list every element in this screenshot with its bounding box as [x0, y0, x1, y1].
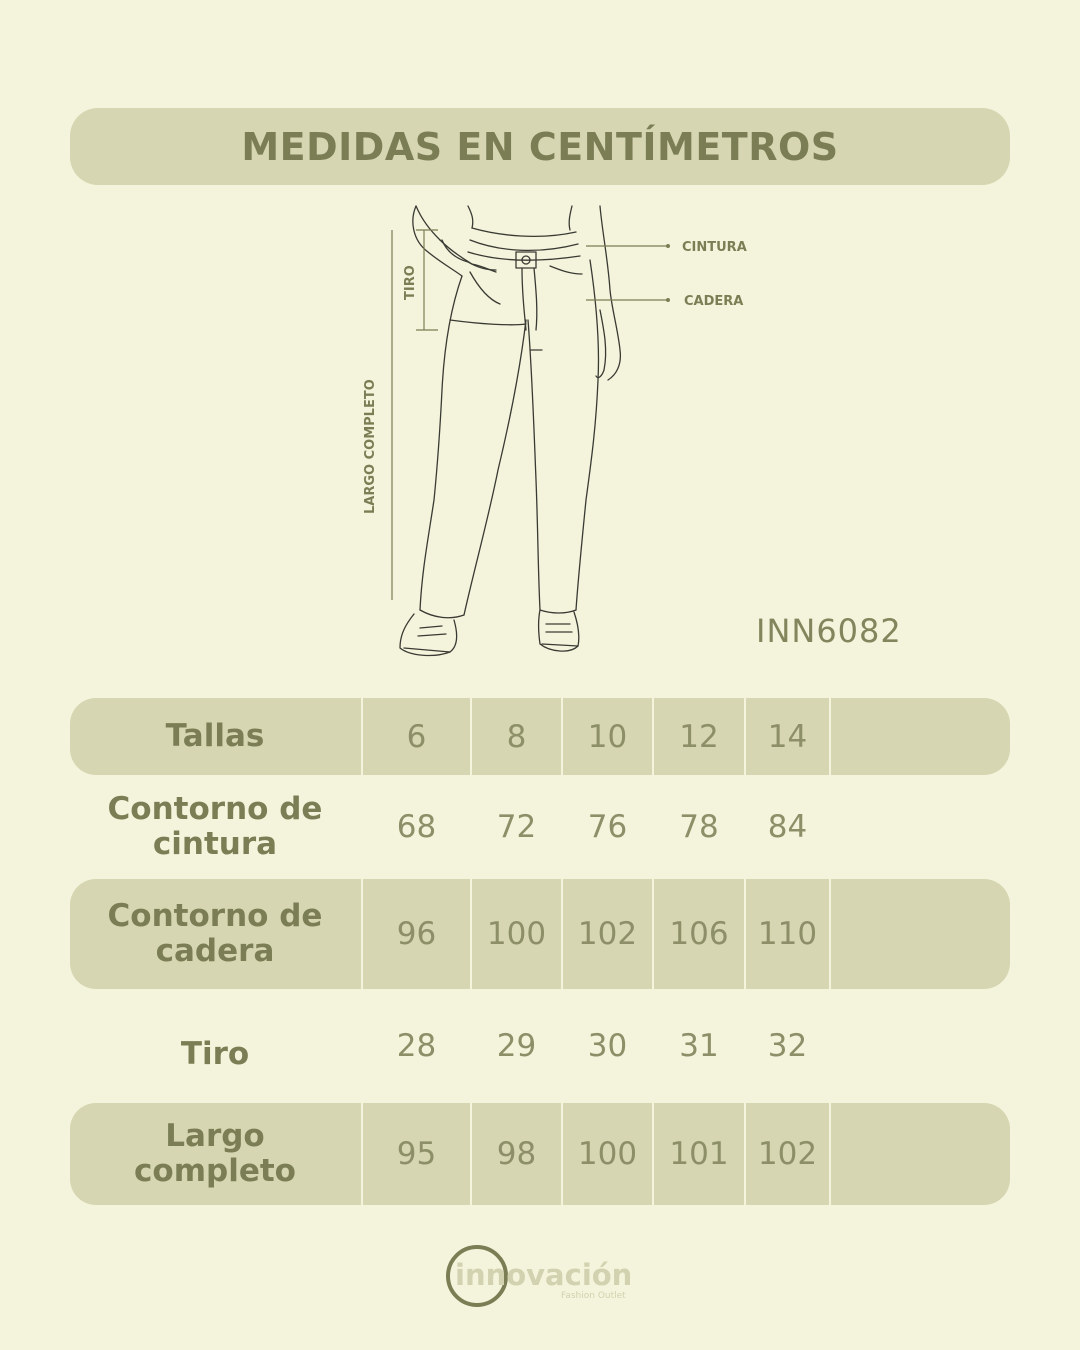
cell-value: 84 — [767, 809, 808, 845]
cell-value: 95 — [396, 1136, 437, 1172]
row-label: Contorno de cadera — [107, 898, 323, 969]
table-row-tiro — [70, 996, 1010, 1096]
row-label: Contorno de cintura — [107, 791, 323, 862]
cell-value: 12 — [679, 718, 719, 755]
cell-value: 96 — [396, 916, 437, 952]
cell-value: 98 — [496, 1136, 537, 1172]
cell-value: 6 — [406, 718, 427, 755]
table-row-largo — [70, 1103, 1010, 1205]
cell-value: 29 — [496, 1028, 537, 1064]
row-label: Tiro — [180, 1035, 250, 1072]
cell-value: 100 — [577, 1136, 638, 1172]
innovacion-logo — [445, 1243, 645, 1313]
cintura-label: CINTURA — [682, 240, 747, 255]
product-code: INN6082 — [756, 612, 902, 650]
cell-value: 30 — [587, 1028, 628, 1064]
logo-wordmark: innovación — [455, 1258, 633, 1292]
tiro-label: TIRO — [403, 265, 418, 300]
logo-tagline: Fashion Outlet — [561, 1291, 626, 1301]
jeans-measurement-diagram — [350, 200, 790, 670]
cell-value: 100 — [486, 916, 547, 952]
cell-value: 76 — [587, 809, 628, 845]
cell-value: 31 — [679, 1028, 719, 1064]
cell-value: 28 — [396, 1028, 437, 1064]
table-row-cintura — [70, 782, 1010, 872]
cell-value: 110 — [757, 916, 818, 952]
table-row-cadera — [70, 879, 1010, 989]
row-label: Largo completo — [134, 1118, 296, 1189]
cell-value: 102 — [757, 1136, 818, 1172]
cell-value: 10 — [587, 718, 628, 755]
cell-value: 102 — [577, 916, 638, 952]
page-title: MEDIDAS EN CENTÍMETROS — [241, 124, 839, 169]
cell-value: 8 — [506, 718, 527, 755]
cell-value: 14 — [767, 718, 808, 755]
cell-value: 106 — [669, 916, 729, 952]
title-bar — [70, 108, 1010, 185]
cell-value: 72 — [496, 809, 537, 845]
cell-value: 78 — [679, 809, 719, 845]
cell-value: 101 — [669, 1136, 729, 1172]
largo-label: LARGO COMPLETO — [363, 379, 378, 514]
table-row-tallas — [70, 698, 1010, 775]
row-label: Tallas — [165, 718, 265, 754]
cadera-label: CADERA — [684, 294, 744, 309]
cell-value: 32 — [767, 1028, 808, 1064]
cell-value: 68 — [396, 809, 437, 845]
